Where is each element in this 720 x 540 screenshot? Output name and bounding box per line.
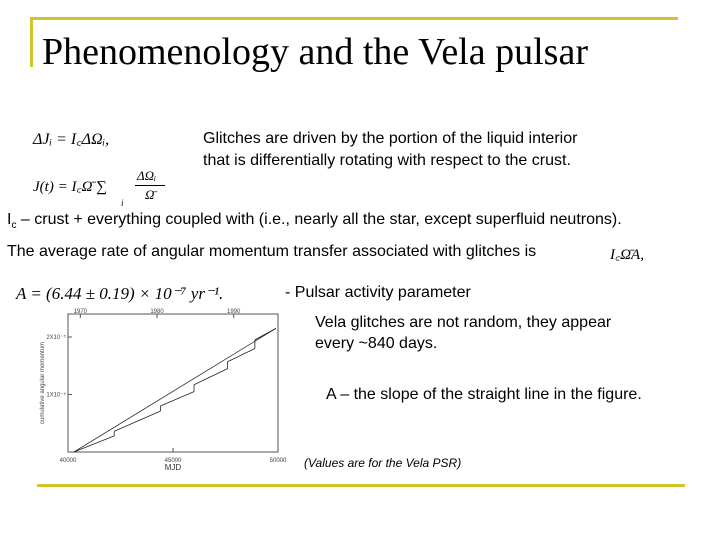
x-tick-label: 50000 [269, 458, 287, 464]
glitch-description-line2: that is differentially rotating with respect to the crust. [203, 152, 571, 169]
transfer-rate-text: The average rate of angular momentum transfer associated with glitches is [7, 243, 537, 260]
title-frame-left [30, 17, 33, 67]
top-tick-label: 1990 [227, 309, 241, 315]
equation-frac-denominator: Ω̄ [145, 187, 155, 202]
chart-axes [68, 314, 278, 452]
glitch-step-segment [114, 411, 160, 431]
y-tick-label: 1X10⁻⁵ [46, 392, 66, 399]
glitch-step-segment [160, 392, 194, 406]
page-title: Phenomenology and the Vela pulsar [42, 31, 588, 73]
top-tick-label: 1970 [73, 309, 88, 315]
chart-series [74, 328, 276, 452]
slope-explanation: A – the slope of the straight line in the figure. [326, 386, 642, 403]
equation-sum-index: i [121, 198, 124, 208]
bottom-rule [37, 484, 685, 487]
equation-j-lhs: J(t) = I꜀Ω̄ ∑ [33, 179, 107, 195]
equation-frac-numerator: ΔΩᵢ [137, 168, 157, 183]
equation-delta-j: ΔJᵢ = I꜀ΔΩᵢ, [33, 131, 110, 148]
glitch-step-segment [74, 436, 114, 452]
equation-ic-omega-a: I꜀Ω̄A, [610, 247, 644, 263]
vela-glitch-line1: Vela glitches are not random, they appear [315, 314, 612, 331]
vela-glitch-chart [28, 308, 300, 472]
ic-definition [7, 210, 622, 236]
ic-symbol: I [7, 211, 12, 228]
equation-frac-bar [135, 185, 165, 186]
values-note: (Values are for the Vela PSR) [304, 456, 462, 470]
ic-definition-text: – crust + everything coupled with (i.e., nearly all the star, except superfluid neutrons). [16, 211, 622, 228]
glitch-step-segment [194, 369, 228, 385]
title-frame-top [30, 17, 678, 20]
activity-parameter-label: - Pulsar activity parameter [285, 284, 471, 301]
x-axis-label: MJD [164, 463, 182, 472]
top-tick-label: 1980 [150, 309, 164, 315]
equation-activity-value: A = (6.44 ± 0.19) × 10⁻⁷ yr⁻¹. [16, 284, 224, 303]
x-tick-label: 45000 [164, 458, 182, 464]
ic-subscript: c [11, 220, 17, 232]
x-tick-label: 40000 [59, 458, 77, 464]
glitch-description-line1: Glitches are driven by the portion of the liquid interior [203, 130, 578, 147]
y-axis-label: cumulative angular momentum [40, 341, 46, 425]
trend-line [74, 328, 276, 452]
vela-glitch-line2: every ~840 days. [315, 335, 438, 352]
chart-labels [40, 309, 287, 472]
glitch-step-segment [255, 328, 276, 340]
equation-j-of-t [33, 168, 173, 208]
y-tick-label: 2X10⁻⁵ [46, 335, 66, 341]
chart-frame [68, 314, 278, 452]
